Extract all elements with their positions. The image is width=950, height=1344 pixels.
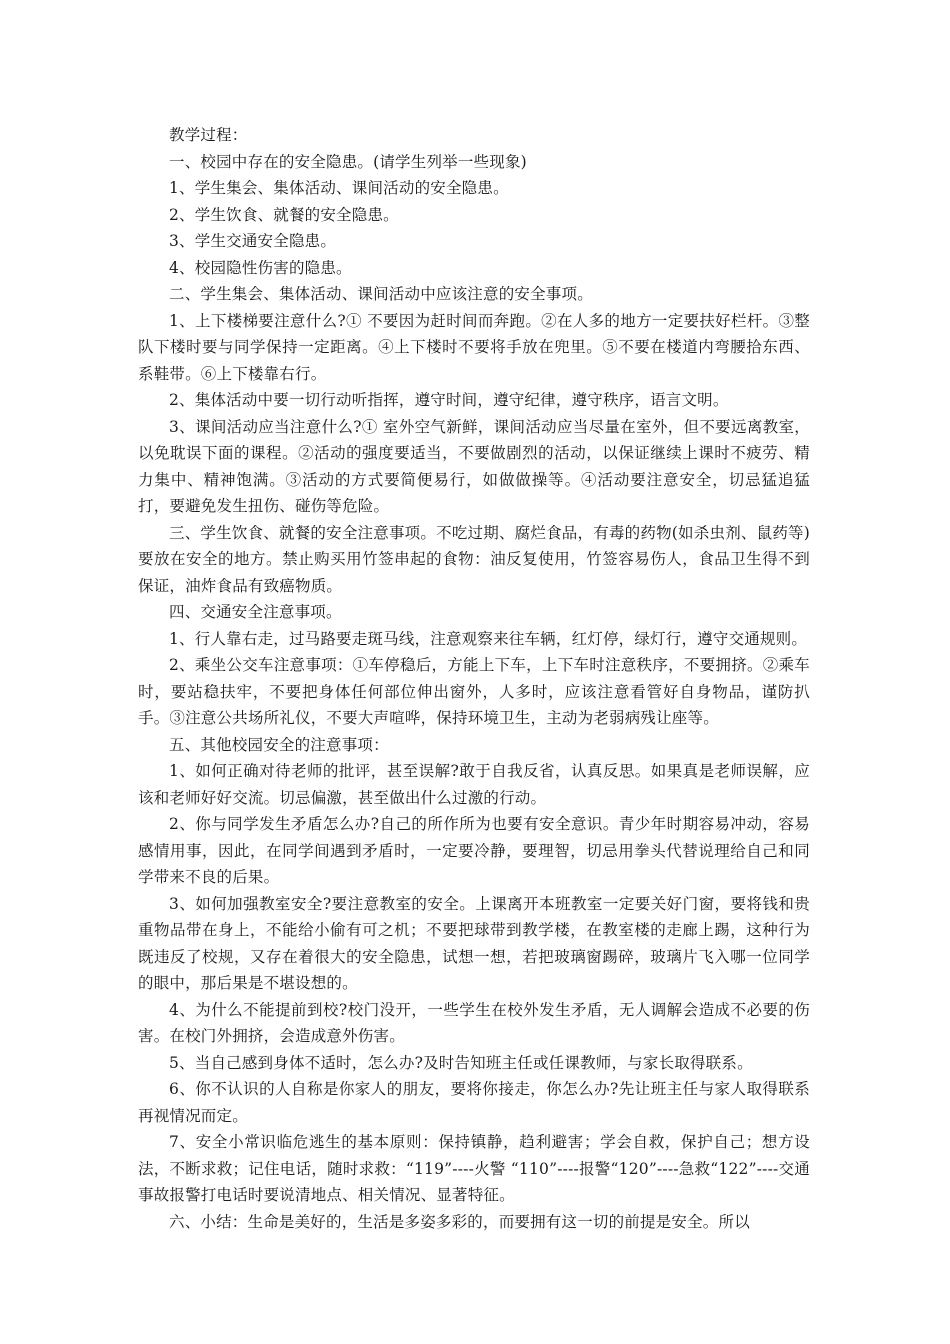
section-heading-3: 三、学生饮食、就餐的安全注意事项。不吃过期、腐烂食品，有毒的药物(如杀虫剂、鼠药等)要放在安全的地方。禁止购买用竹签串起的食物：油反复使用，竹签容易伤人，食品卫生得不到保证，油炸食品有致癌物质。 xyxy=(138,523,810,595)
section-heading-4: 四、交通安全注意事项。 xyxy=(169,603,342,621)
section-heading-1: 一、校园中存在的安全隐患。(请学生列举一些现象) xyxy=(169,152,527,171)
list-item: 1、上下楼梯要注意什么?① 不要因为赶时间而奔跑。②在人多的地方一定要扶好栏杆。③整队下楼时要与同学保持一定距离。④上下楼时不要将手放在兜里。⑤不要在楼道内弯腰拾东西、系鞋带。⑥上下楼靠右行。 xyxy=(138,311,810,383)
list-item: 4、校园隐性伤害的隐患。 xyxy=(169,258,352,277)
list-item: 6、你不认识的人自称是你家人的朋友，要将你接走，你怎么办?先让班主任与家人取得联系再视情况而定。 xyxy=(138,1080,810,1125)
list-item: 3、课间活动应当注意什么?① 室外空气新鲜，课间活动应当尽量在室外，但不要远离教室，以免耽误下面的课程。②活动的强度要适当，不要做剧烈的活动，以保证继续上课时不疲劳、精力集中、精神饱满。③活动的方式要简便易行，如做做操等。④活动要注意安全，切忌猛追猛打，要避免发生扭伤、碰伤等危险。 xyxy=(138,417,810,515)
list-item: 2、集体活动中要一切行动听指挥，遵守时间，遵守纪律，遵守秩序，语言文明。 xyxy=(169,391,729,409)
list-item: 1、如何正确对待老师的批评，甚至误解?敢于自我反省，认真反思。如果真是老师误解，应该和老师好好交流。切忌偏激，甚至做出什么过激的行动。 xyxy=(138,762,810,807)
heading-teaching-process: 教学过程： xyxy=(169,126,248,144)
section-heading-5: 五、其他校园安全的注意事项： xyxy=(169,735,389,754)
list-item: 2、你与同学发生矛盾怎么办?自己的所作所为也要有安全意识。青少年时期容易冲动，容易感情用事，因此，在同学间遇到矛盾时，一定要冷静，要理智，切忌用拳头代替说理给自己和同学带来不良的后果。 xyxy=(138,815,810,886)
section-heading-6: 六、小结：生命是美好的，生活是多姿多彩的，而要拥有这一切的前提是安全。所以 xyxy=(169,1212,750,1231)
list-item: 3、如何加强教室安全?要注意教室的安全。上课离开本班教室一定要关好门窗，要将钱和贵重物品带在身上，不能给小偷有可之机；不要把球带到教学楼，在教室楼的走廊上踢，这种行为既违反了校规，又存在着很大的安全隐患，试想一想，若把玻璃窗踢碎，玻璃片飞入哪一位同学的眼中，那后果是不堪设想的。 xyxy=(138,894,810,992)
section-heading-2: 二、学生集会、集体活动、课间活动中应该注意的安全事项。 xyxy=(169,285,593,303)
document-body xyxy=(138,122,810,1235)
list-item: 3、学生交通安全隐患。 xyxy=(169,232,337,250)
list-item: 2、乘坐公交车注意事项：①车停稳后，方能上下车，上下车时注意秩序，不要拥挤。②乘车时，要站稳扶牢，不要把身体任何部位伸出窗外，人多时，应该注意看管好自身物品，谨防扒手。③注意公共场所礼仪，不要大声喧哗，保持环境卫生，主动为老弱病残让座等。 xyxy=(138,656,810,727)
list-item: 5、当自己感到身体不适时，怎么办?及时告知班主任或任课教师，与家长取得联系。 xyxy=(169,1053,753,1072)
list-item: 7、安全小常识临危逃生的基本原则：保持镇静，趋利避害；学会自救，保护自己；想方设法，不断求救；记住电话，随时求救：“119”----火警 “110”----报警“120”----急救“122”----交通事故报警打电话时要说清地点、相关情况、显著特征。 xyxy=(138,1133,810,1204)
list-item: 1、行人靠右走，过马路要走斑马线，注意观察来往车辆，红灯停，绿灯行，遵守交通规则。 xyxy=(169,629,808,648)
list-item: 1、学生集会、集体活动、课间活动的安全隐患。 xyxy=(169,179,509,197)
list-item: 2、学生饮食、就餐的安全隐患。 xyxy=(169,205,399,224)
list-item: 4、为什么不能提前到校?校门没开，一些学生在校外发生矛盾，无人调解会造成不必要的伤害。在校门外拥挤，会造成意外伤害。 xyxy=(138,1000,810,1045)
